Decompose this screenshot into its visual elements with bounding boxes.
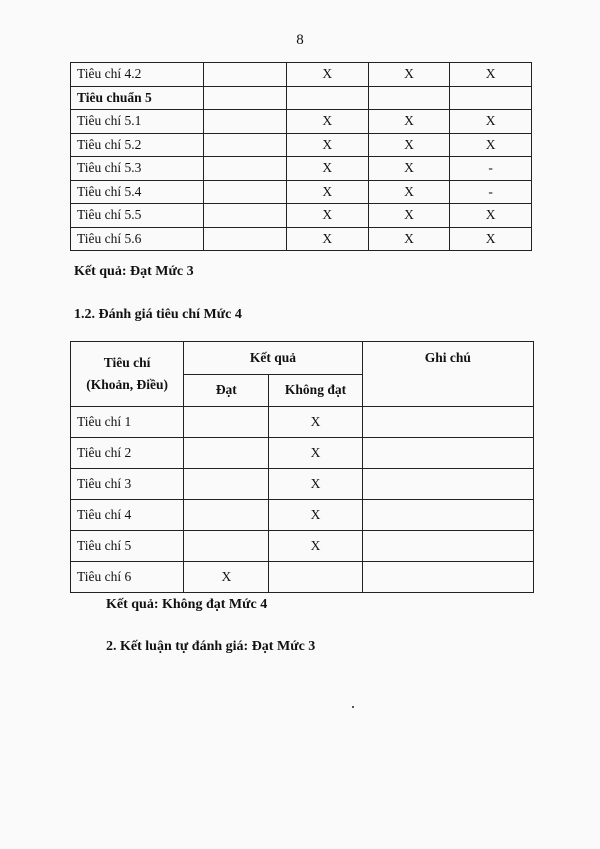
cell-note (362, 562, 533, 593)
cell-col3: X (368, 110, 450, 134)
table-row (71, 133, 532, 157)
table-row (71, 204, 532, 228)
criteria-label: Tiêu chí 5.1 (71, 110, 204, 134)
criteria-table-level3 (70, 62, 532, 251)
criteria-label: Tiêu chí 2 (71, 438, 184, 469)
cell-col1 (203, 86, 286, 110)
criteria-label: Tiêu chí 5.5 (71, 204, 204, 228)
cell-col2: X (286, 133, 368, 157)
cell-col3: X (368, 133, 450, 157)
cell-pass (184, 500, 269, 531)
table-row (71, 86, 532, 110)
cell-fail: X (269, 469, 362, 500)
table-row (71, 469, 534, 500)
cell-note (362, 500, 533, 531)
criteria-label: Tiêu chí 5.2 (71, 133, 204, 157)
cell-col1 (203, 204, 286, 228)
cell-col2: X (286, 180, 368, 204)
cell-col2: X (286, 157, 368, 181)
cell-col1 (203, 63, 286, 87)
cell-col4: X (450, 110, 532, 134)
table-row (71, 110, 532, 134)
header-criteria-line1: Tiêu chí (103, 355, 151, 370)
header-note: Ghi chú (362, 342, 533, 407)
cell-fail: X (269, 438, 362, 469)
criteria-label: Tiêu chí 4 (71, 500, 184, 531)
table-row (71, 157, 532, 181)
cell-col2: X (286, 204, 368, 228)
criteria-label: Tiêu chí 5.6 (71, 227, 204, 251)
header-fail: Không đạt (269, 374, 362, 407)
cell-note (362, 531, 533, 562)
section-heading: 1.2. Đánh giá tiêu chí Mức 4 (74, 307, 242, 322)
criteria-label: Tiêu chí 5.3 (71, 157, 204, 181)
table-row (71, 438, 534, 469)
cell-col4 (450, 86, 532, 110)
cell-pass (184, 438, 269, 469)
cell-col1 (203, 180, 286, 204)
result-level4: Kết quả: Không đạt Mức 4 (106, 597, 268, 612)
cell-pass (184, 531, 269, 562)
cell-col4: X (450, 63, 532, 87)
cell-col2: X (286, 227, 368, 251)
cell-col3: X (368, 157, 450, 181)
table-row (71, 227, 532, 251)
scan-speck (352, 706, 354, 708)
cell-pass (184, 469, 269, 500)
cell-col1 (203, 227, 286, 251)
table-row (71, 531, 534, 562)
cell-fail (269, 562, 362, 593)
cell-col3: X (368, 180, 450, 204)
cell-fail: X (269, 500, 362, 531)
header-pass: Đạt (184, 374, 269, 407)
criteria-label: Tiêu chí 5 (71, 531, 184, 562)
cell-col1 (203, 110, 286, 134)
cell-col2 (286, 86, 368, 110)
header-criteria-line2: (Khoản, Điều) (86, 377, 168, 392)
header-criteria (71, 342, 184, 407)
cell-col4: X (450, 133, 532, 157)
cell-note (362, 407, 533, 438)
cell-col3: X (368, 63, 450, 87)
cell-fail: X (269, 531, 362, 562)
cell-col1 (203, 133, 286, 157)
cell-col4: X (450, 227, 532, 251)
conclusion: 2. Kết luận tự đánh giá: Đạt Mức 3 (106, 639, 316, 654)
cell-note (362, 469, 533, 500)
criteria-label: Tiêu chuẩn 5 (71, 86, 204, 110)
result-level3: Kết quả: Đạt Mức 3 (74, 264, 194, 279)
cell-col4: - (450, 180, 532, 204)
cell-col4: X (450, 204, 532, 228)
cell-col4: - (450, 157, 532, 181)
table-row (71, 63, 532, 87)
cell-col3 (368, 86, 450, 110)
cell-pass: X (184, 562, 269, 593)
cell-col2: X (286, 110, 368, 134)
criteria-label: Tiêu chí 6 (71, 562, 184, 593)
cell-col3: X (368, 204, 450, 228)
cell-col3: X (368, 227, 450, 251)
cell-col2: X (286, 63, 368, 87)
table-row (71, 180, 532, 204)
criteria-table-level4 (70, 341, 534, 593)
criteria-label: Tiêu chí 3 (71, 469, 184, 500)
cell-pass (184, 407, 269, 438)
criteria-label: Tiêu chí 1 (71, 407, 184, 438)
cell-fail: X (269, 407, 362, 438)
table-row (71, 562, 534, 593)
cell-col1 (203, 157, 286, 181)
cell-note (362, 438, 533, 469)
criteria-label: Tiêu chí 5.4 (71, 180, 204, 204)
page-number: 8 (296, 32, 304, 48)
header-result: Kết quả (184, 342, 362, 375)
table-row (71, 500, 534, 531)
criteria-label: Tiêu chí 4.2 (71, 63, 204, 87)
table-row (71, 407, 534, 438)
